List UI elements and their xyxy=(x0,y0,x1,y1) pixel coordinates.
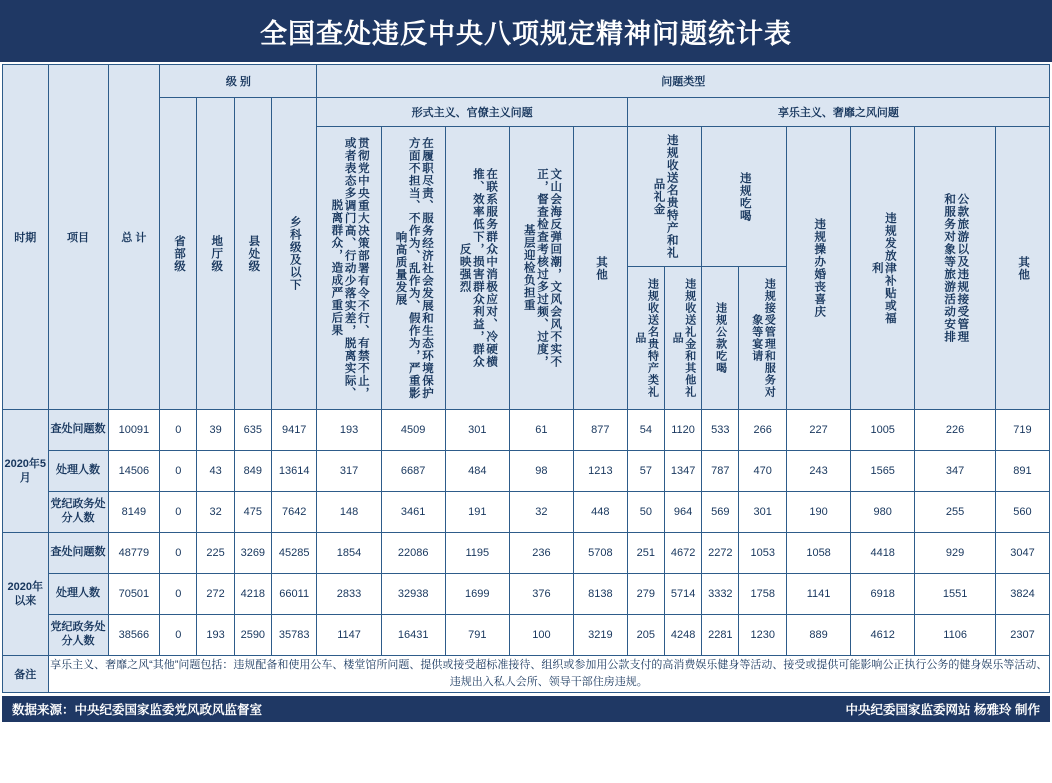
cell: 0 xyxy=(160,533,197,574)
row-label: 党纪政务处分人数 xyxy=(48,492,108,533)
cell: 255 xyxy=(915,492,996,533)
cell: 1699 xyxy=(445,574,509,615)
cell: 7642 xyxy=(271,492,317,533)
row-label: 查处问题数 xyxy=(48,410,108,451)
cell: 2272 xyxy=(702,533,739,574)
cell-total: 8149 xyxy=(108,492,160,533)
header-level-county: 县处级 xyxy=(234,98,271,410)
cell-total: 48779 xyxy=(108,533,160,574)
cell: 1213 xyxy=(573,451,627,492)
row-label: 处理人数 xyxy=(48,574,108,615)
cell: 190 xyxy=(787,492,851,533)
cell: 225 xyxy=(197,533,234,574)
cell: 3269 xyxy=(234,533,271,574)
cell: 13614 xyxy=(271,451,317,492)
cell: 475 xyxy=(234,492,271,533)
cell: 32 xyxy=(197,492,234,533)
cell: 205 xyxy=(627,615,664,656)
footer-credit: 中央纪委国家监委网站 杨雅玲 制作 xyxy=(845,703,1040,718)
header-formalism-col-1: 贯彻党中央重大决策部署有令不行、有禁不止，或者表态多调门高、行动少落实差，脱离实际、脱离群众，造成严重后果 xyxy=(317,127,381,410)
cell: 6687 xyxy=(381,451,445,492)
cell: 3461 xyxy=(381,492,445,533)
cell: 251 xyxy=(627,533,664,574)
cell: 533 xyxy=(702,410,739,451)
cell: 6918 xyxy=(851,574,915,615)
cell: 4612 xyxy=(851,615,915,656)
header-formalism-group: 形式主义、官僚主义问题 xyxy=(317,98,627,127)
header-hedonism-travel: 公款旅游以及违规接受管理和服务对象等旅游活动安排 xyxy=(915,127,996,410)
header-drink-subcol-1: 违规公款吃喝 xyxy=(702,267,739,410)
cell: 279 xyxy=(627,574,664,615)
cell: 0 xyxy=(160,410,197,451)
cell: 43 xyxy=(197,451,234,492)
cell: 347 xyxy=(915,451,996,492)
header-level-township: 乡科级及以下 xyxy=(271,98,317,410)
header-hedonism-allowance: 违规发放津补贴或福利 xyxy=(851,127,915,410)
cell: 98 xyxy=(509,451,573,492)
cell: 569 xyxy=(702,492,739,533)
cell: 2281 xyxy=(702,615,739,656)
period-label-1: 2020年5月 xyxy=(3,410,49,533)
header-total: 总 计 xyxy=(108,65,160,410)
cell: 484 xyxy=(445,451,509,492)
cell: 193 xyxy=(197,615,234,656)
cell: 889 xyxy=(787,615,851,656)
header-hedonism-wedding: 违规操办婚丧喜庆 xyxy=(787,127,851,410)
cell: 4418 xyxy=(851,533,915,574)
cell: 5708 xyxy=(573,533,627,574)
cell: 964 xyxy=(664,492,701,533)
row-label: 查处问题数 xyxy=(48,533,108,574)
row-label: 党纪政务处分人数 xyxy=(48,615,108,656)
cell: 1058 xyxy=(787,533,851,574)
cell: 0 xyxy=(160,451,197,492)
cell: 45285 xyxy=(271,533,317,574)
cell: 50 xyxy=(627,492,664,533)
cell: 1230 xyxy=(739,615,787,656)
note-row xyxy=(3,656,1050,693)
table-row xyxy=(3,533,1050,574)
cell: 148 xyxy=(317,492,381,533)
header-gift-subcol-2: 违规收送礼金和其他礼品 xyxy=(664,267,701,410)
footer-bar xyxy=(2,696,1050,722)
table-row xyxy=(3,451,1050,492)
cell: 54 xyxy=(627,410,664,451)
cell: 266 xyxy=(739,410,787,451)
cell: 1565 xyxy=(851,451,915,492)
note-text: 享乐主义、奢靡之风“其他”问题包括：违规配备和使用公车、楼堂馆所问题、提供或接受超标准接待、组织或参加用公款支付的高消费娱乐健身等活动、接受或提供可能影响公正执行公务的健身娱乐等活动、违规出入私人会所、领导干部住房违规。 xyxy=(48,656,1049,693)
cell: 317 xyxy=(317,451,381,492)
cell: 787 xyxy=(702,451,739,492)
cell: 16431 xyxy=(381,615,445,656)
cell: 301 xyxy=(739,492,787,533)
cell: 1147 xyxy=(317,615,381,656)
cell: 376 xyxy=(509,574,573,615)
table-row xyxy=(3,410,1050,451)
cell: 57 xyxy=(627,451,664,492)
page-title: 全国查处违反中央八项规定精神问题统计表 xyxy=(0,0,1052,62)
cell: 227 xyxy=(787,410,851,451)
cell: 980 xyxy=(851,492,915,533)
cell: 2590 xyxy=(234,615,271,656)
period-label-2: 2020年以来 xyxy=(3,533,49,656)
cell: 2833 xyxy=(317,574,381,615)
cell: 1195 xyxy=(445,533,509,574)
header-formalism-col-3: 在联系服务群众中消极应对、冷硬横推、效率低下，损害群众利益，群众反映强烈 xyxy=(445,127,509,410)
cell: 1120 xyxy=(664,410,701,451)
cell: 1053 xyxy=(739,533,787,574)
cell: 470 xyxy=(739,451,787,492)
header-hedonism-other: 其他 xyxy=(995,127,1049,410)
cell: 4218 xyxy=(234,574,271,615)
cell: 2307 xyxy=(995,615,1049,656)
cell: 8138 xyxy=(573,574,627,615)
cell: 301 xyxy=(445,410,509,451)
row-label: 处理人数 xyxy=(48,451,108,492)
header-formalism-col-other: 其他 xyxy=(573,127,627,410)
header-level-prefecture: 地厅级 xyxy=(197,98,234,410)
cell: 22086 xyxy=(381,533,445,574)
cell: 3219 xyxy=(573,615,627,656)
header-level-group: 级 别 xyxy=(160,65,317,98)
cell: 1347 xyxy=(664,451,701,492)
cell: 272 xyxy=(197,574,234,615)
header-item: 项目 xyxy=(48,65,108,410)
cell: 32 xyxy=(509,492,573,533)
header-problem-type-group: 问题类型 xyxy=(317,65,1050,98)
cell: 0 xyxy=(160,615,197,656)
statistics-table xyxy=(2,64,1050,693)
cell: 61 xyxy=(509,410,573,451)
cell: 226 xyxy=(915,410,996,451)
cell: 1106 xyxy=(915,615,996,656)
cell: 243 xyxy=(787,451,851,492)
header-hedonism-gift: 违规收送名贵特产和礼品礼金 xyxy=(627,127,701,267)
table-row xyxy=(3,492,1050,533)
cell: 1005 xyxy=(851,410,915,451)
cell: 560 xyxy=(995,492,1049,533)
footer-source: 数据来源：中央纪委国家监委党风政风监督室 xyxy=(12,703,263,718)
header-drink-subcol-2: 违规接受管理和服务对象等宴请 xyxy=(739,267,787,410)
cell: 236 xyxy=(509,533,573,574)
cell: 0 xyxy=(160,574,197,615)
cell: 3824 xyxy=(995,574,1049,615)
cell: 635 xyxy=(234,410,271,451)
header-period: 时期 xyxy=(3,65,49,410)
cell: 448 xyxy=(573,492,627,533)
cell: 891 xyxy=(995,451,1049,492)
cell: 9417 xyxy=(271,410,317,451)
cell-total: 14506 xyxy=(108,451,160,492)
cell: 4672 xyxy=(664,533,701,574)
cell: 3332 xyxy=(702,574,739,615)
header-formalism-col-2: 在履职尽责、服务经济社会发展和生态环境保护方面不担当、不作为、乱作为、假作为，严重影响高质量发展 xyxy=(381,127,445,410)
note-label: 备注 xyxy=(3,656,49,693)
cell-total: 10091 xyxy=(108,410,160,451)
cell: 4248 xyxy=(664,615,701,656)
header-formalism-col-4: 文山会海反弹回潮，文风会风不实不正，督查检查考核过多过频、过度，基层迎检负担重 xyxy=(509,127,573,410)
cell: 849 xyxy=(234,451,271,492)
cell: 1758 xyxy=(739,574,787,615)
table-row xyxy=(3,574,1050,615)
cell: 0 xyxy=(160,492,197,533)
header-gift-subcol-1: 违规收送名贵特产类礼品 xyxy=(627,267,664,410)
cell: 5714 xyxy=(664,574,701,615)
cell: 1854 xyxy=(317,533,381,574)
cell: 719 xyxy=(995,410,1049,451)
cell: 877 xyxy=(573,410,627,451)
cell-total: 70501 xyxy=(108,574,160,615)
cell: 3047 xyxy=(995,533,1049,574)
cell: 32938 xyxy=(381,574,445,615)
cell: 191 xyxy=(445,492,509,533)
cell: 1141 xyxy=(787,574,851,615)
cell: 193 xyxy=(317,410,381,451)
cell: 100 xyxy=(509,615,573,656)
header-level-province: 省部级 xyxy=(160,98,197,410)
cell: 791 xyxy=(445,615,509,656)
cell: 1551 xyxy=(915,574,996,615)
header-hedonism-drink: 违规吃喝 xyxy=(702,127,787,267)
cell-total: 38566 xyxy=(108,615,160,656)
cell: 39 xyxy=(197,410,234,451)
cell: 4509 xyxy=(381,410,445,451)
cell: 66011 xyxy=(271,574,317,615)
table-row xyxy=(3,615,1050,656)
cell: 929 xyxy=(915,533,996,574)
cell: 35783 xyxy=(271,615,317,656)
header-hedonism-group: 享乐主义、奢靡之风问题 xyxy=(627,98,1049,127)
